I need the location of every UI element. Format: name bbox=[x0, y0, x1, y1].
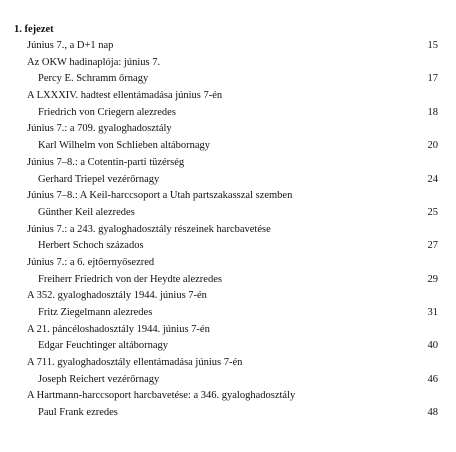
toc-entry bbox=[0, 188, 456, 221]
toc-entry-author: Herbert Schoch százados 27 bbox=[0, 238, 456, 255]
toc-entry bbox=[0, 88, 456, 121]
toc-entry bbox=[0, 55, 456, 88]
toc-entry-title: A 352. gyaloghadosztály 1944. június 7-én bbox=[27, 290, 207, 302]
table-of-contents bbox=[0, 38, 456, 422]
toc-entry-title: Június 7.: a 709. gyaloghadosztály bbox=[27, 123, 172, 135]
toc-entry-page-number: 15 bbox=[427, 40, 438, 51]
toc-entry bbox=[0, 155, 456, 188]
toc-entry-title: A 21. páncéloshadosztály 1944. június 7-én bbox=[27, 323, 210, 335]
toc-entry-title: Június 7.: a 243. gyaloghadosztály részeinek harcbavetése bbox=[27, 223, 271, 235]
toc-entry-page-number: 27 bbox=[427, 240, 438, 252]
toc-entry bbox=[0, 322, 456, 355]
toc-entry-author: Paul Frank ezredes 48 bbox=[0, 405, 456, 422]
toc-entry-author: Percy E. Schramm őrnagy 17 bbox=[0, 71, 456, 88]
toc-entry-page-number: 46 bbox=[427, 373, 438, 385]
toc-entry bbox=[0, 355, 456, 388]
toc-entry-page-number: 48 bbox=[427, 407, 438, 419]
toc-entry-author: Günther Keil alezredes 25 bbox=[0, 205, 456, 222]
toc-entry-author: Friedrich von Criegern alezredes 18 bbox=[0, 105, 456, 122]
toc-entry-title: Az OKW hadinaplója: június 7. bbox=[27, 56, 161, 68]
toc-entry-page-number: 29 bbox=[427, 273, 438, 285]
toc-entry-page-number: 18 bbox=[427, 106, 438, 118]
toc-entry-title: Június 7., a D+1 nap 15 bbox=[0, 38, 456, 55]
toc-entry-page-number: 25 bbox=[427, 206, 438, 218]
toc-entry-author: Gerhard Triepel vezérőrnagy 24 bbox=[0, 172, 456, 189]
toc-entry-title: A LXXXIV. hadtest ellentámadása június 7-én bbox=[27, 90, 223, 102]
toc-entry bbox=[0, 388, 456, 421]
chapter-heading: 1. fejezet bbox=[14, 24, 54, 35]
toc-entry-title: A Hartmann-harccsoport harcbavetése: a 346. gyaloghadosztály bbox=[27, 390, 296, 402]
toc-entry-page-number: 40 bbox=[427, 340, 438, 352]
toc-entry bbox=[0, 255, 456, 288]
toc-entry-title: Június 7–8.: A Keil-harccsoport a Utah partszakasszal szemben bbox=[27, 190, 293, 202]
toc-entry-author: Joseph Reichert vezérőrnagy 46 bbox=[0, 372, 456, 389]
toc-entry-author: Edgar Feuchtinger altábornagy 40 bbox=[0, 338, 456, 355]
toc-entry-author: Fritz Ziegelmann alezredes 31 bbox=[0, 305, 456, 322]
toc-entry bbox=[0, 121, 456, 154]
toc-entry-title: Június 7.: a 6. ejtőernyősezred bbox=[27, 256, 155, 268]
toc-entry-title: Június 7–8.: a Cotentin-parti tüzérség bbox=[27, 156, 185, 168]
toc-entry-author: Karl Wilhelm von Schlieben altábornagy 20 bbox=[0, 138, 456, 155]
toc-entry-page-number: 31 bbox=[427, 307, 438, 318]
toc-entry-page-number: 17 bbox=[427, 73, 438, 85]
toc-entry bbox=[0, 38, 456, 55]
toc-entry bbox=[0, 222, 456, 255]
toc-entry-title: A 711. gyaloghadosztály ellentámadása június 7-én bbox=[27, 357, 243, 369]
toc-entry-author: Freiherr Friedrich von der Heydte alezredes 29 bbox=[0, 272, 456, 289]
toc-entry-page-number: 24 bbox=[427, 173, 438, 185]
toc-entry-page-number: 20 bbox=[427, 140, 438, 152]
toc-entry bbox=[0, 288, 456, 321]
